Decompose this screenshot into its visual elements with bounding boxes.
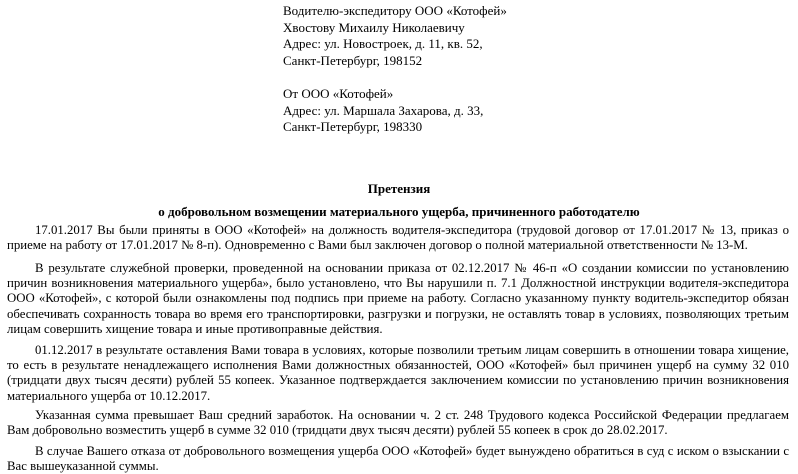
sender-name: От ООО «Котофей» [283, 86, 394, 101]
sender-street: Адрес: ул. Маршала Захарова, д. 33, [283, 102, 484, 118]
sender-city: Санкт-Петербург, 198330 [283, 119, 423, 134]
recipient-position: Водителю-экспедитору ООО «Котофей» [283, 3, 507, 18]
document-title: Претензия [367, 181, 431, 196]
recipient-name: Хвостову Михаилу Николаевичу [283, 19, 465, 35]
recipient-city: Санкт-Петербург, 198152 [283, 52, 423, 68]
paragraph-damage: 01.12.2017 в результате оставления Вами товара в условиях, которые позволили третьим лицам совершить в отношении товара хищение, то есть в результате ненадлежащего исполнения Вами должностных обязанностей, ООО «Котофей» был причинен ущерб на сумму 32 010 (тридцати двух тысяч десяти) рублей 55 копеек. Указанное подтверждается заключением комиссии по установлению причин возникновения материального ущерба от 10.12.2017. [7, 343, 789, 403]
paragraph-demand: Указанная сумма превышает Ваш средний заработок. На основании ч. 2 ст. 248 Трудового кодекса Российской Федерации предлагаем Вам добровольно возместить ущерб в сумме 32 010 (тридцати двух тысяч десяти) рублей 55 копеек в срок до 28.02.2017. [7, 408, 789, 438]
recipient-street: Адрес: ул. Новостроек, д. 11, кв. 52, [283, 36, 483, 51]
paragraph-employment: 17.01.2017 Вы были приняты в ООО «Котофей» на должность водителя-экспедитора (трудовой договор от 17.01.2017 № 13, приказ о приеме на работу от 17.01.2017 № 8-п). Одновременно с Вами был заключен договор о полной материальной ответственности № 13-М. [7, 223, 789, 253]
paragraph-warning: В случае Вашего отказа от добровольного возмещения ущерба ООО «Котофей» будет вынуждено обратиться в суд с иском о взыскании с Вас вышеуказанной суммы. [7, 444, 789, 474]
document-subtitle: о добровольном возмещении материального ущерба, причиненного работодателю [158, 204, 640, 219]
paragraph-inspection: В результате служебной проверки, проведенной на основании приказа от 02.12.2017 № 46-п «О создании комиссии по установлению причин возникновения материального ущерба», было установлено, что Вы нарушили п. 7.1 Должностной инструкции водителя-экспедитора ООО «Котофей», с которой были ознакомлены под подпись при приеме на работу. Согласно указанному пункту водитель-экспедитор обязан обеспечивать сохранность товара во время его транспортировки, разгрузки и погрузки, не оставлять товар в условиях, позволяющих третьим лицам совершить хищение товара и иные противоправные действия. [7, 261, 789, 336]
recipient-address-block [283, 3, 507, 69]
sender-address-block [283, 86, 483, 136]
